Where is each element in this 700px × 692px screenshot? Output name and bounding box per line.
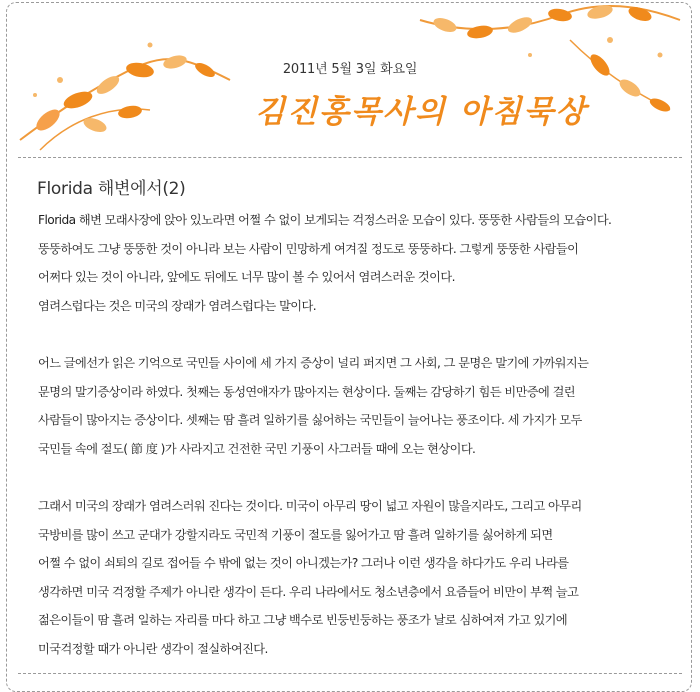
paragraph-line: 생각하면 미국 걱정할 주제가 아니란 생각이 든다. 우리 나라에서도 청소년층에서 요즘들어 비만이 부쩍 늘고 [38, 584, 579, 599]
paragraph-line: 어느 글에선가 읽은 기억으로 국민들 사이에 세 가지 증상이 널리 퍼지면 그 사회, 그 문명은 말기에 가까워지는 [38, 355, 589, 370]
paragraph-line: 염려스럽다는 것은 미국의 장래가 염려스럽다는 말이다. [38, 298, 317, 313]
post-date: 2011년 5월 3일 화요일 [282, 62, 418, 77]
paragraph-line: Florida 해변 모래사장에 앉아 있노라면 어쩔 수 없이 보게되는 걱정스러운 모습이 있다. 뚱뚱한 사람들의 모습이다. [38, 213, 612, 227]
paragraph-line: 국방비를 많이 쓰고 군대가 강할지라도 국민적 기풍이 절도를 잃어가고 땀 흘려 일하기를 싫어하게 되면 [38, 527, 553, 542]
paragraph-gap [38, 320, 688, 349]
paragraph-line: 뚱뚱하여도 그냥 뚱뚱한 것이 아니라 보는 사람이 민망하게 여겨질 정도로 뚱뚱하다. 그렇게 뚱뚱한 사람들이 [38, 241, 579, 256]
paragraph-gap [38, 463, 688, 492]
paragraph-line: 어쩔 수 없이 쇠퇴의 길로 접어들 수 밖에 없는 것이 아니겠는가? 그러나 이런 생각을 하다가도 우리 나라를 [38, 556, 569, 571]
paragraph-line: 국민들 속에 절도( 節 度 )가 사라지고 건전한 국민 기풍이 사그러들 때에 오는 현상이다. [38, 441, 476, 456]
paragraph-line: 어쩌다 있는 것이 아니라, 앞에도 뒤에도 너무 많이 볼 수 있어서 염려스러운 것이다. [38, 270, 455, 285]
paragraph-line: 그래서 미국의 장래가 염려스러워 진다는 것이다. 미국이 아무리 땅이 넓고 자원이 많을지라도, 그리고 아무리 [38, 498, 582, 513]
paragraph-line: 문명의 말기증상이라 하였다. 첫째는 동성연애자가 많아지는 현상이다. 둘째는 감당하기 힘든 비만증에 걸린 [38, 384, 576, 399]
header-divider [18, 157, 682, 158]
paragraph-line: 미국걱정할 때가 아니란 생각이 절실하여진다. [38, 641, 268, 656]
article-body [38, 206, 688, 664]
page-title: 김진홍목사의 아침묵상 [255, 94, 588, 130]
paragraph-line: 사람들이 많아지는 증상이다. 셋째는 땀 흘려 일하기를 싫어하는 국민들이 늘어나는 풍조이다. 세 가지가 모두 [38, 413, 582, 428]
article-heading: Florida 해변에서(2) [37, 179, 186, 199]
paragraph-line: 젊은이들이 땀 흘려 일하는 자리를 마다 하고 그냥 백수로 빈둥빈둥하는 풍조가 날로 심하여져 가고 있기에 [38, 613, 568, 628]
floral-decoration [0, 0, 700, 160]
footer-divider [18, 673, 682, 674]
